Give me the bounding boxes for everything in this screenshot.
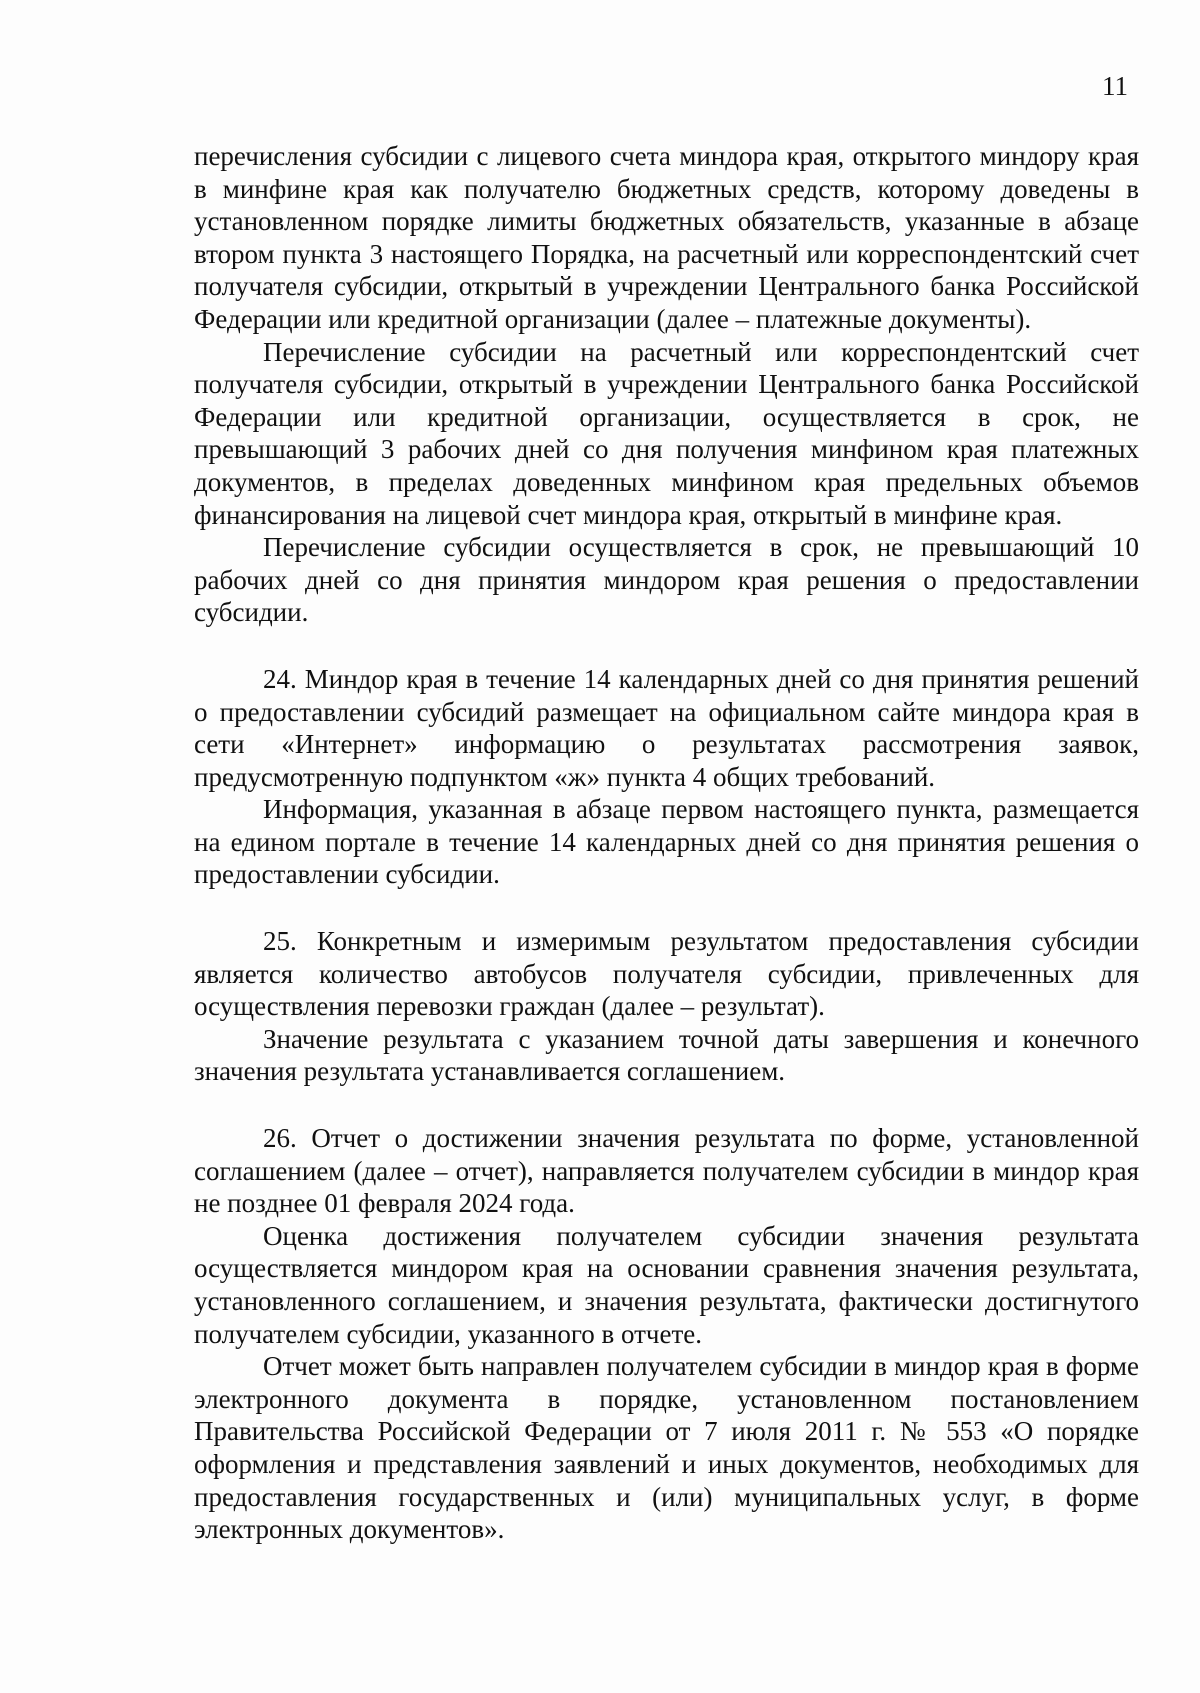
paragraph-transfer-deadline: Перечисление субсидии осуществляется в срок, не превышающий 10 рабочих дней со дня принятия миндором края решения о предоставлении субсидии.: [194, 532, 1139, 628]
paragraph-result-value: Значение результата с указанием точной даты завершения и конечного значения результата устанавливается соглашением.: [194, 1023, 1139, 1087]
paragraph-payment-documents: перечисления субсидии с лицевого счета миндора края, открытого миндору края в минфине края как получателю бюджетных средств, которому доведены в установленном порядке лимиты бюджетных обязательств, указанные в абзаце втором пункта 3 настоящего Порядка, на расчетный или корреспондентский счет получателя субсидии, открытый в учреждении Центрального банка Российской Федерации или кредитной организации (далее – платежные документы).: [194, 141, 1139, 334]
paragraph-result-assessment: Оценка достижения получателем субсидии значения результата осуществляется миндором края на основании сравнения значения результата, установленного соглашением, и значения результата, фактически достигнутого получателем субсидии, указанного в отчете.: [194, 1220, 1139, 1349]
page-number: 11: [1102, 71, 1128, 101]
paragraph-portal-publication: Информация, указанная в абзаце первом настоящего пункта, размещается на едином портале в течение 14 календарных дней со дня принятия решения о предоставлении субсидии.: [194, 794, 1139, 890]
paragraph-transfer-term: Перечисление субсидии на расчетный или корреспондентский счет получателя субсидии, открытый в учреждении Центрального банка Российской Федерации или кредитной организации, осуществляется в срок, не превышающий 3 рабочих дней со дня получения минфином края платежных документов, в пределах доведенных минфином края предельных объемов финансирования на лицевой счет миндора края, открытый в минфине края.: [194, 336, 1139, 530]
document-body: [194, 140, 1139, 1546]
clause-24: 24. Миндор края в течение 14 календарных дней со дня принятия решений о предоставлении субсидий размещает на официальном сайте миндора края в сети «Интернет» информацию о результатах рассмотрения заявок, предусмотренную подпунктом «ж» пункта 4 общих требований.: [194, 663, 1139, 792]
paragraph-electronic-report: Отчет может быть направлен получателем субсидии в миндор края в форме электронного документа в порядке, установленном постановлением Правительства Российской Федерации от 7 июля 2011 г. № 553 «О порядке оформления и представления заявлений и иных документов, необходимых для предоставления государственных и (или) муниципальных услуг, в форме электронных документов».: [194, 1351, 1139, 1545]
clause-25: 25. Конкретным и измеримым результатом предоставления субсидии является количество автобусов получателя субсидии, привлеченных для осуществления перевозки граждан (далее – результат).: [194, 926, 1139, 1022]
clause-26: 26. Отчет о достижении значения результата по форме, установленной соглашением (далее – отчет), направляется получателем субсидии в миндор края не позднее 01 февраля 2024 года.: [194, 1123, 1139, 1219]
